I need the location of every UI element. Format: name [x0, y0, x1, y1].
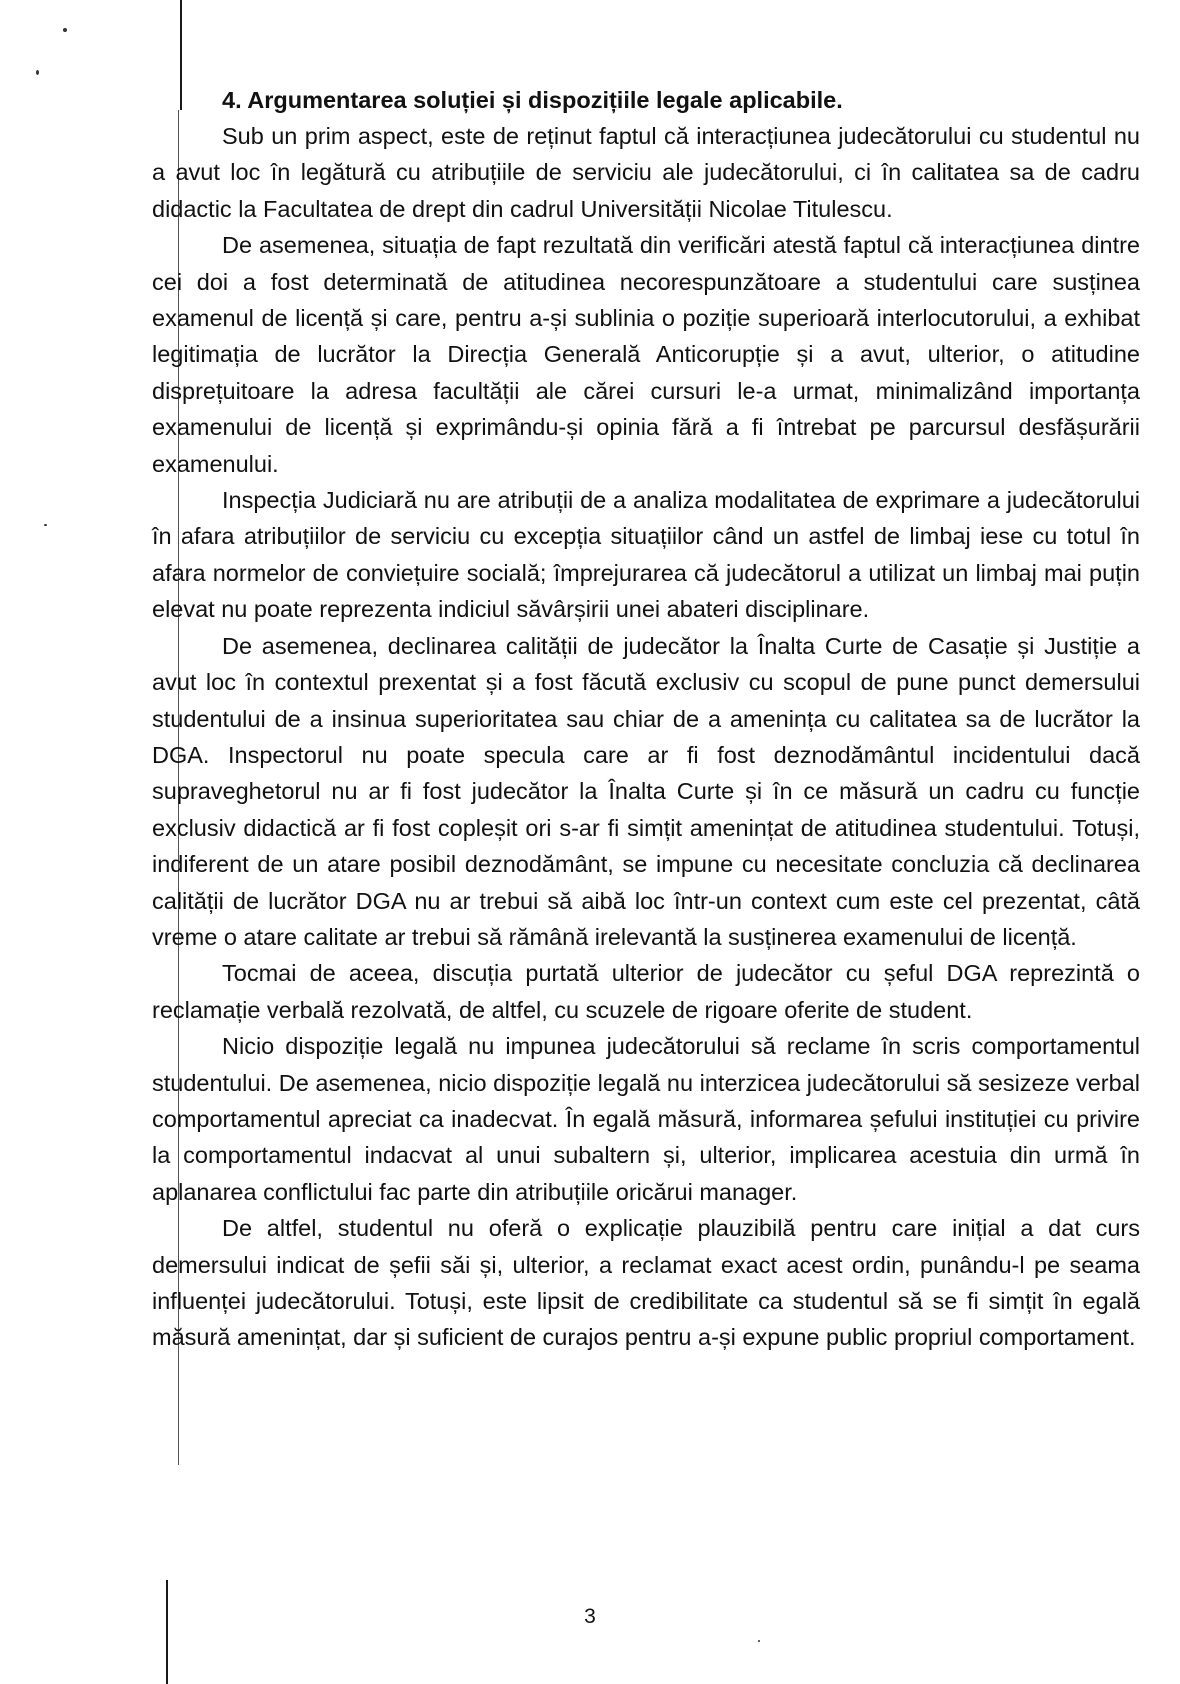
section-heading: 4. Argumentarea soluției și dispozițiile legale aplicabile. [222, 87, 843, 113]
paragraph-facts: De asemenea, situația de fapt rezultată din verificări atestă faptul că interacțiunea dintre cei doi a fost determinată de atitudinea necorespunzătoare a studentului care susținea examenul de licență și care, pentru a-și sublinia o poziție superioară interlocutorului, a exhibat legitimația de lucrător la Direcția Generală Anticorupție și a avut, ulterior, o atitudine disprețuitoare la adresa facultății ale cărei cursuri le-a urmat, minimalizând importanța examenului de licență și exprimându-și opinia fără a fi întrebat pe parcursul desfășurării examenului. [152, 232, 1140, 477]
document-body [152, 82, 1140, 1356]
page-number: 3 [584, 1605, 596, 1628]
scan-speck [44, 524, 47, 526]
scan-speck [758, 1640, 760, 1642]
scan-margin-line-bottom [166, 1580, 168, 1684]
scan-speck [36, 70, 39, 75]
paragraph-legal-provisions: Nicio dispoziție legală nu impunea judecătorului să reclame în scris comportamentul studentului. De asemenea, nicio dispoziție legală nu interzicea judecătorului să sesizeze verbal comportamentul apreciat ca inadecvat. În egală măsură, informarea șefului instituției cu privire la comportamentul indacvat al unui subaltern și, ulterior, implicarea acestuia din urmă în aplanarea conflictului fac parte din atribuțiile oricărui manager. [152, 1033, 1140, 1205]
paragraph-verbal-complaint: Tocmai de aceea, discuția purtată ulterior de judecător cu șeful DGA reprezintă o reclamație verbală rezolvată, de altfel, cu scuzele de rigoare oferite de student. [152, 960, 1140, 1023]
paragraph-credibility: De altfel, studentul nu oferă o explicație plauzibilă pentru care inițial a dat curs demersului indicat de șefii săi și, ulterior, a reclamat exact acest ordin, punându-l pe seama influenței judecătorului. Totuși, este lipsit de credibilitate ca studentul să se fi simțit în egală măsură amenințat, dar și suficient de curajos pentru a-și expune public propriul comportament. [152, 1215, 1140, 1351]
paragraph-context: Sub un prim aspect, este de reținut faptul că interacțiunea judecătorului cu studentul nu a avut loc în legătură cu atribuțiile de serviciu ale judecătorului, ci în calitatea sa de cadru didactic la Facultatea de drept din cadrul Universității Nicolae Titulescu. [152, 123, 1140, 222]
paragraph-inspection-scope: Inspecția Judiciară nu are atribuții de a analiza modalitatea de exprimare a judecătorului în afara atribuțiilor de serviciu cu excepția situațiilor când un astfel de limbaj iese cu totul în afara normelor de conviețuire socială; împrejurarea că judecătorul a utilizat un limbaj mai puțin elevat nu poate reprezenta indiciul săvârșirii unei abateri disciplinare. [152, 487, 1140, 623]
paragraph-declaring-capacity: De asemenea, declinarea calității de judecător la Înalta Curte de Casație și Justiție a avut loc în contextul prexentat și a fost făcută exclusiv cu scopul de pune punct demersului studentului de a insinua superioritatea sau chiar de a amenința cu calitatea sa de lucrător la DGA. Inspectorul nu poate specula care ar fi fost deznodământul incidentului dacă supraveghetorul nu ar fi fost judecător la Înalta Curte și în ce măsură un cadru cu funcție exclusiv didactică ar fi fost copleșit ori s-ar fi simțit amenințat de atitudinea studentului. Totuși, indiferent de un atare posibil deznodământ, se impune cu necesitate concluzia că declinarea calității de lucrător DGA nu ar trebui să aibă loc într-un context cum este cel prezentat, câtă vreme o atare calitate ar trebui să rămână irelevantă la susținerea examenului de licență. [152, 632, 1140, 950]
scan-speck [63, 28, 67, 32]
